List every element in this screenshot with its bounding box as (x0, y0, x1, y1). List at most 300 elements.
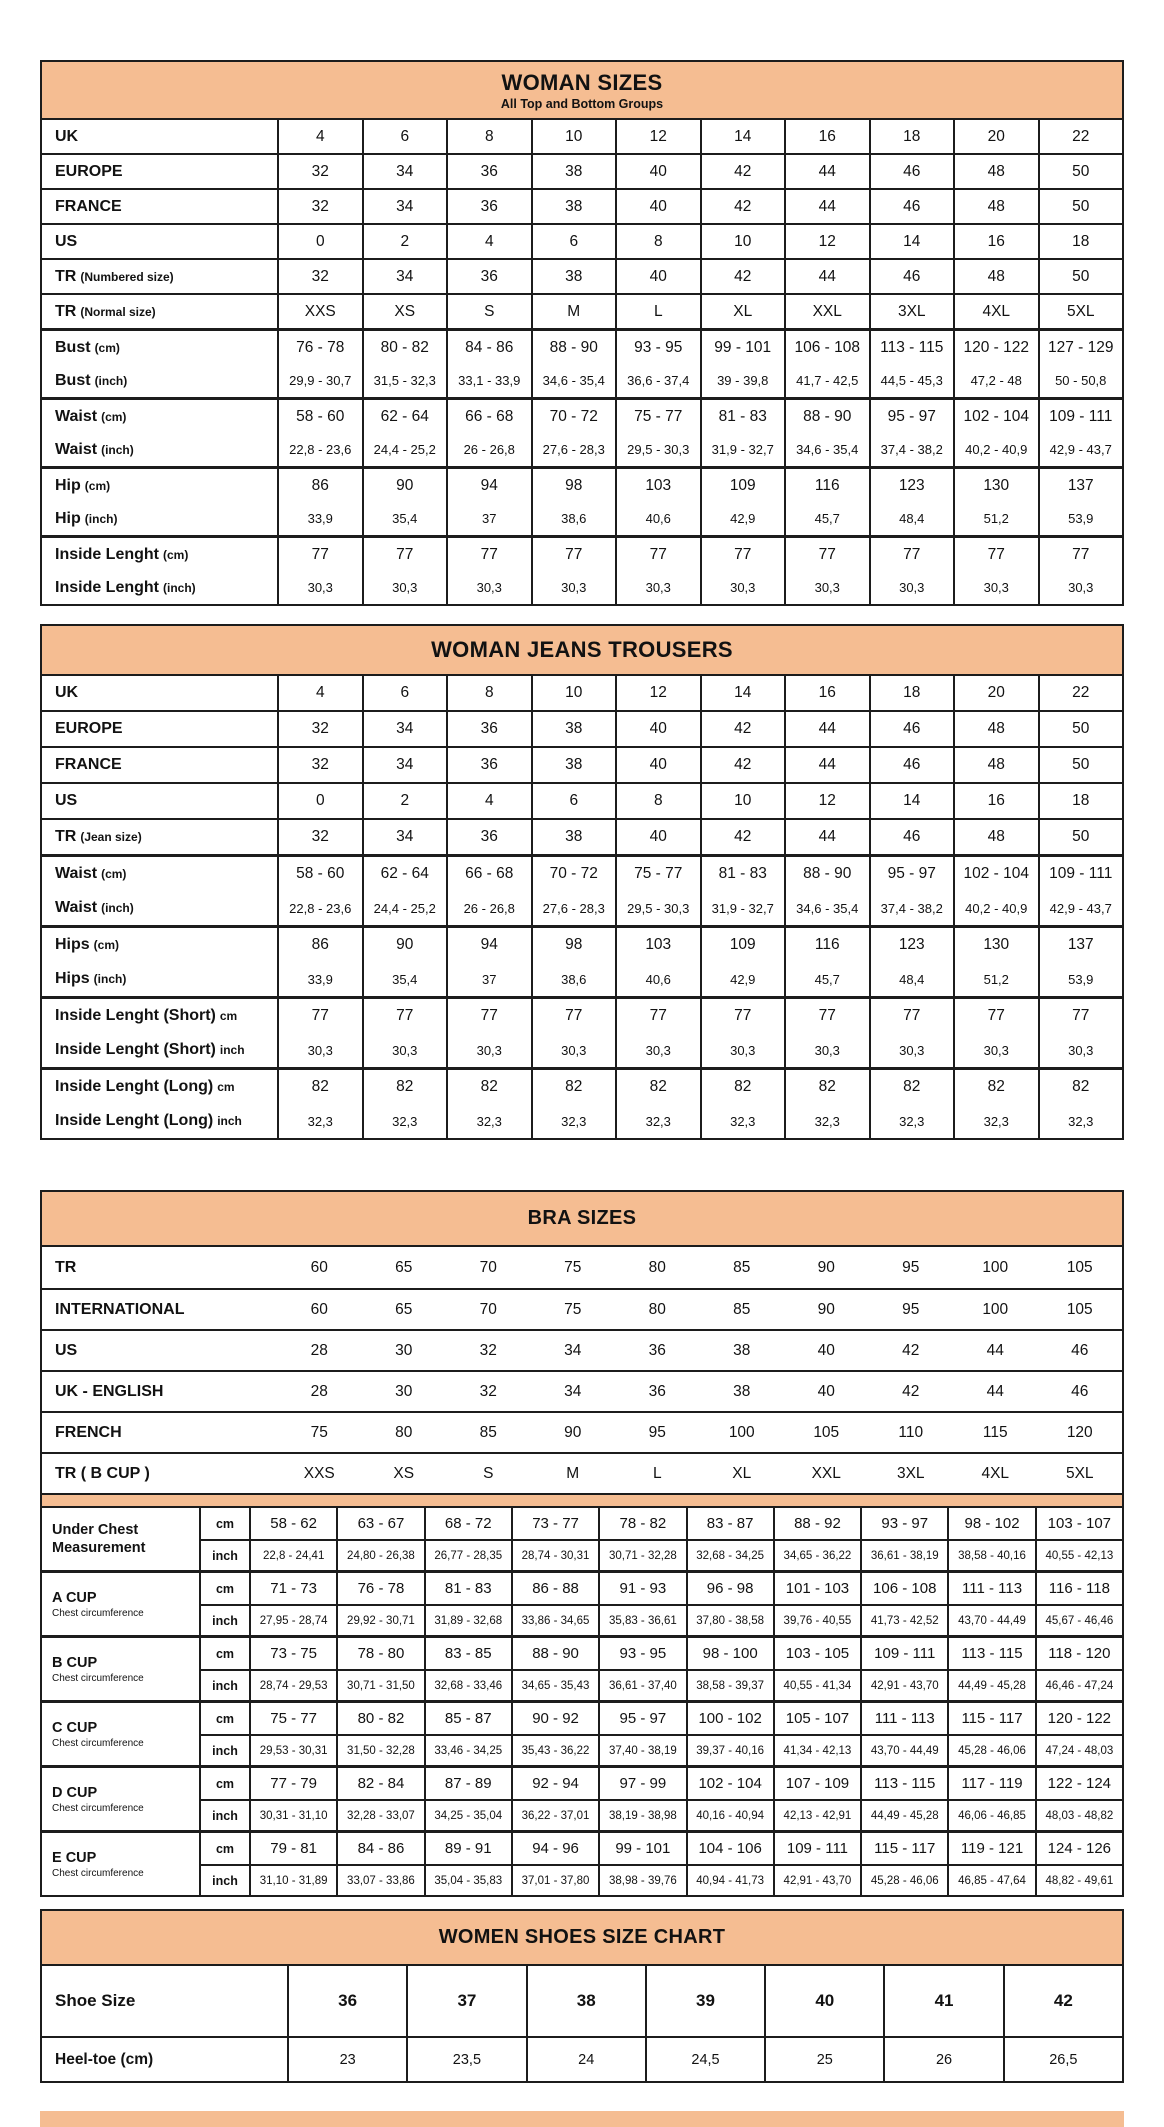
row-label (42, 891, 277, 925)
cell-value: 88 - 90 (784, 400, 869, 433)
cell-value: 40 (615, 260, 700, 293)
cup-sublabel-text: Chest circumference (52, 1738, 144, 1750)
row-label-text: EUROPE (55, 162, 123, 180)
cell-value-cm: 78 - 80 (336, 1638, 423, 1669)
cell-value-cm: 105 - 107 (773, 1703, 860, 1734)
cell-value: 38 (531, 712, 616, 746)
cell-value: 90 (362, 469, 447, 502)
cell-value: 29,5 - 30,3 (615, 433, 700, 466)
cell-value: 95 (648, 1423, 666, 1441)
cell-value: 42 (700, 190, 785, 223)
row-group (42, 293, 1122, 328)
cell-value: 39 - 39,8 (700, 364, 785, 397)
cell-value: 38,6 (531, 502, 616, 535)
row-label (42, 469, 277, 502)
row-label: Shoe Size (55, 1991, 136, 2010)
cell-value: 42 (700, 155, 785, 188)
cell-value: 4 (446, 784, 531, 818)
row-label-text: UK (55, 127, 79, 145)
cell-value-inch: 28,74 - 29,53 (249, 1669, 336, 1700)
cell-value: 77 (615, 999, 700, 1033)
cell-value: 24,4 - 25,2 (362, 891, 447, 925)
cell-value-inch: 40,55 - 41,34 (773, 1669, 860, 1700)
cell-value-cm: 93 - 97 (860, 1508, 947, 1539)
cell-value: 8 (615, 784, 700, 818)
cell-value-inch: 32,68 - 33,46 (424, 1669, 511, 1700)
cell-value: 90 (817, 1300, 835, 1318)
shoes-size-table (40, 1909, 1124, 2083)
row-label (42, 433, 277, 466)
cell-value: 42 (700, 260, 785, 293)
cell-value: 80 (648, 1300, 666, 1318)
cell-value: 34,6 - 35,4 (784, 891, 869, 925)
cell-value: 46 (869, 155, 954, 188)
cell-value: 34 (362, 820, 447, 854)
cell-value: 77 (1038, 538, 1123, 571)
cell-value: 36 (446, 748, 531, 782)
cell-value-cm: 63 - 67 (336, 1508, 423, 1539)
row-label (42, 155, 277, 188)
cell-value: 0 (277, 225, 362, 258)
cell-value-cm: 120 - 122 (1035, 1703, 1122, 1734)
cell-value: 100 (982, 1258, 1009, 1276)
cell-value-cm: 115 - 117 (860, 1833, 947, 1864)
cell-value: 30,3 (615, 1033, 700, 1067)
cell-value: 32 (277, 155, 362, 188)
cell-value: 30,3 (446, 1033, 531, 1067)
cell-value-cm: 122 - 124 (1035, 1768, 1122, 1799)
cell-value: 95 (902, 1258, 920, 1276)
cell-value-inch: 46,06 - 46,85 (947, 1799, 1034, 1830)
cell-value: 30,3 (953, 571, 1038, 604)
cell-value: 88 - 90 (531, 331, 616, 364)
cell-value-inch: 47,24 - 48,03 (1035, 1734, 1122, 1765)
cell-value: 120 (1066, 1423, 1093, 1441)
cell-value: 14 (700, 120, 785, 153)
cell-value-inch: 39,76 - 40,55 (773, 1604, 860, 1635)
row-label-text: Inside Lenght (Long) (55, 1112, 214, 1129)
cell-value-inch: 41,34 - 42,13 (773, 1734, 860, 1765)
cell-value: 29,9 - 30,7 (277, 364, 362, 397)
cell-value: 94 (446, 928, 531, 962)
cell-value-cm: 83 - 87 (686, 1508, 773, 1539)
cell-value: 12 (784, 784, 869, 818)
cell-value: 65 (395, 1300, 413, 1318)
table-row (42, 820, 1122, 854)
cell-value: 53,9 (1038, 962, 1123, 996)
row-unit-text: (cm) (101, 409, 127, 424)
cell-value: 36 (446, 260, 531, 293)
cell-value: 53,9 (1038, 502, 1123, 535)
cell-value: 44 (784, 820, 869, 854)
cell-value-cm: 124 - 126 (1035, 1833, 1122, 1864)
cell-value: 90 (362, 928, 447, 962)
cell-value: 77 (953, 999, 1038, 1033)
cell-value: 75 (310, 1423, 328, 1441)
cell-value: XXL (811, 1464, 841, 1482)
cell-value: 5XL (1065, 1464, 1094, 1482)
row-label-text: Hip (55, 509, 81, 527)
cell-value: 44 (986, 1341, 1004, 1359)
cell-value-cm: 107 - 109 (773, 1768, 860, 1799)
cell-value: 80 (395, 1423, 413, 1441)
cell-value-cm: 100 - 102 (686, 1703, 773, 1734)
cell-value-inch: 29,53 - 30,31 (249, 1734, 336, 1765)
cell-value: 14 (869, 784, 954, 818)
cell-value: 32 (277, 190, 362, 223)
row-label: UK - ENGLISH (55, 1382, 164, 1400)
row-unit-text: (inch) (93, 972, 127, 986)
jeans-trousers-title: WOMAN JEANS TROUSERS (431, 637, 733, 662)
cell-value-cm: 111 - 113 (947, 1573, 1034, 1604)
bra-band-rows (42, 1247, 1122, 1493)
cell-value: 32,3 (784, 1104, 869, 1138)
cell-value: 30,3 (615, 571, 700, 604)
shoes-size-header (42, 1911, 1122, 1966)
cell-value-cm: 73 - 77 (511, 1508, 598, 1539)
cell-value: XS (393, 1464, 415, 1482)
cell-value: 77 (615, 538, 700, 571)
woman-sizes-header (42, 62, 1122, 120)
cup-sublabel-text: Chest circumference (52, 1673, 144, 1685)
table-row (42, 1070, 1122, 1104)
cell-value-cm: 80 - 82 (336, 1703, 423, 1734)
cell-value-cm: 87 - 89 (424, 1768, 511, 1799)
row-group (42, 782, 1122, 818)
cell-value-inch: 32,68 - 34,25 (686, 1539, 773, 1570)
cell-value: 77 (446, 538, 531, 571)
cell-value: XXL (784, 295, 869, 328)
cell-value: XS (362, 295, 447, 328)
shoes-size-body (42, 1966, 1122, 2081)
row-label (42, 784, 277, 818)
cell-value: 100 (728, 1423, 755, 1441)
cell-value: 82 (531, 1070, 616, 1104)
cell-value: 30,3 (1038, 1033, 1123, 1067)
cell-value: 4XL (981, 1464, 1010, 1482)
woman-sizes-body (42, 120, 1122, 604)
cell-value-inch: 22,8 - 24,41 (249, 1539, 336, 1570)
cell-value: 44 (986, 1382, 1004, 1400)
row-label (42, 928, 277, 962)
table-row (42, 120, 1122, 153)
row-group (42, 1067, 1122, 1138)
cell-value: 28 (310, 1341, 328, 1359)
cell-value-cm: 76 - 78 (336, 1573, 423, 1604)
cell-value: 6 (362, 676, 447, 710)
cell-value: 120 - 122 (953, 331, 1038, 364)
cell-value-cm: 111 - 113 (860, 1703, 947, 1734)
cell-value: 36,6 - 37,4 (615, 364, 700, 397)
row-label (42, 295, 277, 328)
row-label-text: FRANCE (55, 756, 122, 773)
cell-value: 32,3 (531, 1104, 616, 1138)
cell-value: 16 (784, 676, 869, 710)
cell-value: 77 (869, 999, 954, 1033)
cell-value: 5XL (1038, 295, 1123, 328)
row-label-text: Inside Lenght (Short) (55, 1007, 216, 1024)
cell-value-inch: 43,70 - 44,49 (860, 1734, 947, 1765)
cell-value: 18 (1038, 784, 1123, 818)
cell-value: 30,3 (277, 1033, 362, 1067)
cell-value: 35,4 (362, 502, 447, 535)
row-label (42, 225, 277, 258)
cell-value: 102 - 104 (953, 857, 1038, 891)
row-group (42, 120, 1122, 153)
cell-value: 38 (733, 1382, 751, 1400)
cell-value: 26,5 (1003, 2038, 1122, 2081)
cell-value: 22 (1038, 120, 1123, 153)
cell-value: 27,6 - 28,3 (531, 891, 616, 925)
cell-value: 33,9 (277, 502, 362, 535)
cell-value: 85 (733, 1258, 751, 1276)
row-group (42, 188, 1122, 223)
cell-value: 37 (406, 1966, 525, 2036)
row-unit-text: inch (217, 1114, 242, 1128)
cell-value: 18 (1038, 225, 1123, 258)
cell-value: 32 (277, 260, 362, 293)
cell-value: 36 (446, 155, 531, 188)
table-row (42, 571, 1122, 604)
cell-value: 27,6 - 28,3 (531, 433, 616, 466)
cell-value-inch: 42,91 - 43,70 (773, 1864, 860, 1895)
cell-value: 82 (615, 1070, 700, 1104)
cell-value: 32,3 (1038, 1104, 1123, 1138)
cell-value: 46 (869, 748, 954, 782)
row-label (42, 857, 277, 891)
cell-value: 46 (1071, 1382, 1089, 1400)
cell-value: 62 - 64 (362, 400, 447, 433)
cell-value-cm: 83 - 85 (424, 1638, 511, 1669)
cell-value: 76 - 78 (277, 331, 362, 364)
cell-value: 70 (479, 1300, 497, 1318)
row-unit-text: (cm) (84, 478, 111, 493)
row-label-text: Inside Lenght (Long) (55, 1078, 214, 1095)
cell-value: 113 - 115 (869, 331, 954, 364)
row-unit-text: (inch) (101, 442, 134, 457)
cell-value: 38 (531, 748, 616, 782)
cell-value-cm: 78 - 82 (598, 1508, 685, 1539)
cell-value: S (446, 295, 531, 328)
cell-value: 38 (531, 260, 616, 293)
cell-value: 50 (1038, 190, 1123, 223)
row-label-text: FRANCE (55, 197, 122, 215)
row-group (42, 818, 1122, 854)
cup-group-label (42, 1768, 199, 1830)
cell-value-cm: 95 - 97 (598, 1703, 685, 1734)
jeans-trousers-table (40, 624, 1124, 1140)
cell-value: 30,3 (869, 571, 954, 604)
cell-value: 130 (953, 469, 1038, 502)
row-group (42, 466, 1122, 535)
cell-value: XL (700, 295, 785, 328)
cell-value-inch: 45,67 - 46,46 (1035, 1604, 1122, 1635)
cell-value-inch: 29,92 - 30,71 (336, 1604, 423, 1635)
cell-value: 106 - 108 (784, 331, 869, 364)
row-label-text: Bust (55, 338, 91, 356)
cell-value: 8 (446, 676, 531, 710)
cell-value-cm: 75 - 77 (249, 1703, 336, 1734)
cell-value: 34 (564, 1341, 582, 1359)
cell-value: 77 (700, 999, 785, 1033)
cell-value: 94 (446, 469, 531, 502)
cell-value: 33,1 - 33,9 (446, 364, 531, 397)
cell-value-cm: 73 - 75 (249, 1638, 336, 1669)
cell-value: 75 - 77 (615, 857, 700, 891)
cell-value: 77 (784, 538, 869, 571)
jeans-trousers-header (42, 626, 1122, 676)
table-row (42, 1033, 1122, 1067)
cell-value-inch: 46,85 - 47,64 (947, 1864, 1034, 1895)
cell-value: 82 (784, 1070, 869, 1104)
cell-value: 42,9 (700, 962, 785, 996)
cell-value: 45,7 (784, 962, 869, 996)
cell-value: 42,9 (700, 502, 785, 535)
bra-sizes-table (40, 1190, 1124, 1897)
cell-value: 40 (615, 190, 700, 223)
cell-value: 46 (869, 260, 954, 293)
table-row (42, 433, 1122, 466)
cell-value: 109 (700, 928, 785, 962)
row-group (42, 925, 1122, 996)
row-label-text: Hip (55, 476, 81, 494)
cell-value: 20 (953, 676, 1038, 710)
cell-value-inch: 27,95 - 28,74 (249, 1604, 336, 1635)
cell-value: 38,6 (531, 962, 616, 996)
cell-value-cm: 106 - 108 (860, 1573, 947, 1604)
row-unit-text: (cm) (94, 340, 120, 355)
table-row (42, 999, 1122, 1033)
cup-label-text: D CUP (52, 1784, 98, 1801)
row-group (42, 328, 1122, 397)
cell-value-cm: 92 - 94 (511, 1768, 598, 1799)
cell-value-cm: 109 - 111 (860, 1638, 947, 1669)
cup-group (42, 1700, 1122, 1765)
cell-value: 44 (784, 748, 869, 782)
cell-value: 37,4 - 38,2 (869, 891, 954, 925)
cell-value: 50 (1038, 155, 1123, 188)
cup-group-label (42, 1573, 199, 1635)
cell-value-cm: 86 - 88 (511, 1573, 598, 1604)
cell-value-inch: 37,80 - 38,58 (686, 1604, 773, 1635)
cell-value: 30,3 (531, 1033, 616, 1067)
cell-value: 36 (648, 1341, 666, 1359)
unit-label-cm: cm (199, 1508, 249, 1539)
unit-label-inch: inch (199, 1799, 249, 1830)
unit-label-cm: cm (199, 1703, 249, 1734)
cell-value: 23,5 (406, 2038, 525, 2081)
cell-value: 30,3 (700, 571, 785, 604)
cell-value-inch: 31,50 - 32,28 (336, 1734, 423, 1765)
cell-value: 40 (615, 748, 700, 782)
cell-value: 103 (615, 469, 700, 502)
row-label (42, 1070, 277, 1104)
cell-value: 82 (1038, 1070, 1123, 1104)
cell-value: 105 (1066, 1300, 1093, 1318)
cell-value: 50 (1038, 748, 1123, 782)
cell-value: 77 (531, 999, 616, 1033)
cell-value-cm: 103 - 107 (1035, 1508, 1122, 1539)
cell-value: 42,9 - 43,7 (1038, 433, 1123, 466)
cell-value: 31,9 - 32,7 (700, 433, 785, 466)
cell-value: 86 (277, 469, 362, 502)
cell-value: 95 - 97 (869, 400, 954, 433)
cell-value: XXS (303, 1464, 335, 1482)
cell-value: 40 (615, 712, 700, 746)
cup-sublabel-text: Chest circumference (52, 1868, 144, 1880)
row-label: INTERNATIONAL (55, 1300, 185, 1318)
cell-value: 95 (902, 1300, 920, 1318)
cell-value-inch: 45,28 - 46,06 (860, 1864, 947, 1895)
cup-group (42, 1508, 1122, 1570)
cell-value-inch: 48,03 - 48,82 (1035, 1799, 1122, 1830)
cell-value: 51,2 (953, 962, 1038, 996)
cell-value: 81 - 83 (700, 400, 785, 433)
cell-value: 40,6 (615, 962, 700, 996)
cell-value: 77 (362, 999, 447, 1033)
cell-value: 98 (531, 469, 616, 502)
cell-value: 20 (953, 120, 1038, 153)
cell-value-inch: 26,77 - 28,35 (424, 1539, 511, 1570)
woman-sizes-table (40, 60, 1124, 606)
cell-value: 95 - 97 (869, 857, 954, 891)
cell-value: S (483, 1464, 494, 1482)
bra-band-row (42, 1288, 1122, 1329)
cell-value: 48 (953, 748, 1038, 782)
cup-label-text: B CUP (52, 1654, 98, 1671)
row-unit-text: cm (219, 1009, 238, 1023)
cell-value: 32,3 (446, 1104, 531, 1138)
shoes-size-title: WOMEN SHOES SIZE CHART (438, 1926, 726, 1948)
cell-value: 38 (531, 155, 616, 188)
cell-value: 38 (531, 820, 616, 854)
cell-value-inch: 36,61 - 37,40 (598, 1669, 685, 1700)
cell-value: 40 (615, 820, 700, 854)
row-unit-text: inch (219, 1043, 245, 1057)
cell-value-cm: 113 - 115 (947, 1638, 1034, 1669)
cell-value: 18 (869, 676, 954, 710)
cell-value: 75 (564, 1300, 582, 1318)
cell-value: 8 (615, 225, 700, 258)
cell-value: 77 (531, 538, 616, 571)
cell-value-cm: 79 - 81 (249, 1833, 336, 1864)
row-label-text: Inside Lenght (55, 545, 159, 563)
cell-value: 32,3 (869, 1104, 954, 1138)
cell-value: 109 (700, 469, 785, 502)
cell-value-inch: 38,98 - 39,76 (598, 1864, 685, 1895)
row-label (42, 120, 277, 153)
cell-value: 102 - 104 (953, 400, 1038, 433)
cell-value-inch: 44,49 - 45,28 (860, 1799, 947, 1830)
cell-value-cm: 99 - 101 (598, 1833, 685, 1864)
cell-value: 109 - 111 (1038, 400, 1123, 433)
row-label-text: TR (55, 302, 77, 320)
row-unit-text: (inch) (84, 511, 118, 526)
cell-value: 32 (479, 1341, 497, 1359)
cell-value: 3XL (896, 1464, 925, 1482)
cell-value: 105 (813, 1423, 840, 1441)
cell-value-cm: 103 - 105 (773, 1638, 860, 1669)
cell-value: 116 (784, 928, 869, 962)
row-group (42, 153, 1122, 188)
cell-value-inch: 38,19 - 38,98 (598, 1799, 685, 1830)
cell-value-inch: 34,65 - 36,22 (773, 1539, 860, 1570)
row-unit-text: cm (217, 1080, 235, 1094)
cell-value-cm: 102 - 104 (686, 1768, 773, 1799)
cell-value: 0 (277, 784, 362, 818)
cell-value-inch: 37,40 - 38,19 (598, 1734, 685, 1765)
cell-value: 12 (615, 676, 700, 710)
